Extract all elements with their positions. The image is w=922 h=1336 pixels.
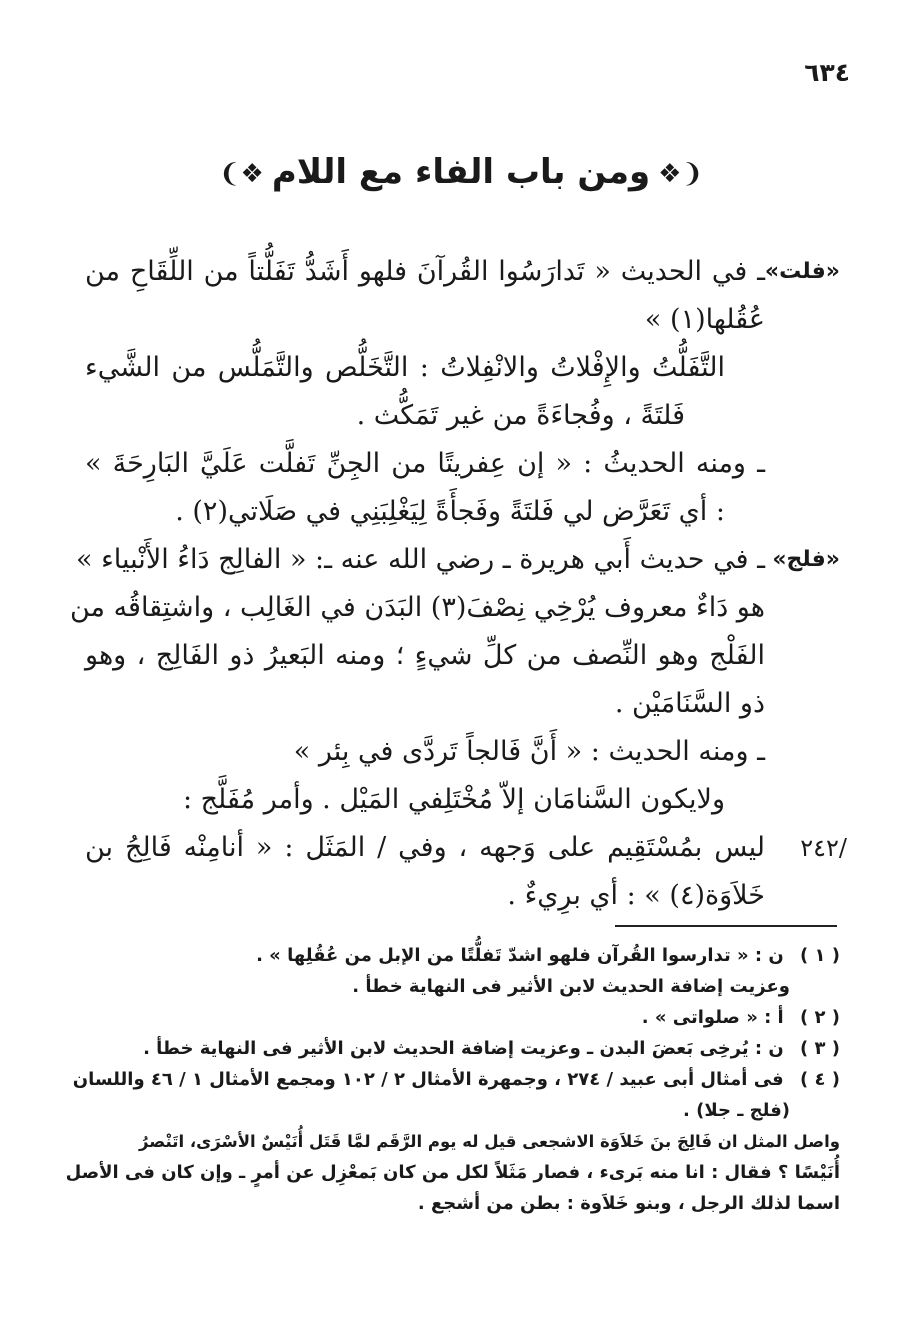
footnote-number: ( ٣ ) [800, 1038, 840, 1059]
footnote-text: (فلج ـ جلا) . [683, 1100, 790, 1121]
footnote-line [95, 971, 840, 1002]
footnote-number: ( ٤ ) [800, 1069, 840, 1090]
text-line-content: ـ ومنه الحديث : « أَنَّ فَالجاً تَردَّى في بِئر » [293, 736, 765, 767]
footnote-text: أُنَيْسًا ؟ فقال : انا منه بَرىء ، فصار مَثَلاً لكل من كان بَمعْزِل عن أمرٍ ـ وإن كان فى الأصل [65, 1162, 840, 1183]
footnote-text: ن : يُرخِى بَعضَ البدن ـ وعزيت إضافة الحديث لابن الأثير فى النهاية خطأ . [143, 1038, 790, 1059]
text-line-content: التَّفَلُّتُ والإِفْلاتُ والانْفِلاتُ : التَّخَلُّص والتَّمَلُّس من الشَّيء [85, 352, 725, 383]
footnote-line [65, 1157, 840, 1188]
text-line-content: ـ في الحديث « تَدارَسُوا القُرآنَ فلهو أَشَدُّ تَفَلُّتاً من اللِّقَاحِ من [85, 256, 765, 287]
footnote-line [95, 1002, 840, 1033]
text-line-content: ذو السَّنَامَيْن . [614, 688, 765, 719]
text-line-content: عُقُلها(١) » [644, 304, 765, 335]
text-line [85, 344, 765, 392]
main-text [69, 248, 847, 920]
footnote-text: أ : « صلواتى » . [641, 1007, 790, 1028]
text-line [75, 536, 840, 584]
ornament-bracket-icon: ❨❖ [658, 158, 704, 189]
text-line [69, 584, 765, 632]
footnote-line [95, 940, 840, 971]
text-line-content: فَلتَةً ، وفُجاءَةً من غير تَمَكُّث . [356, 400, 685, 431]
text-line-content: خَلاَوَة(٤) » : أي برِيءٌ . [507, 880, 765, 911]
headword: «فلج» [772, 547, 840, 572]
page-number: ٦٣٤ [804, 58, 850, 87]
footnote-number: ( ٢ ) [800, 1007, 840, 1028]
footnote-text: اسما لذلك الرجل ، وبنو خَلاَوة : بطن من أشجع . [417, 1193, 840, 1214]
chapter-title-text: ومن باب الفاء مع اللام [271, 152, 651, 192]
text-line-content: ليس بمُسْتَقِيم على وَجهه ، وفي / المَثَل : « أنامِنْه فَالِجُ بن [85, 832, 765, 863]
footnotes [65, 940, 840, 1219]
text-line [85, 296, 765, 344]
margin-reference: ٢٤٢/ [800, 834, 847, 862]
text-line-content: هو دَاءٌ معروف يُرْخِي نِصْفَ(٣) البَدَن في الغَالِب ، واشتِقاقُه من [69, 592, 765, 623]
footnote-number: ( ١ ) [800, 945, 840, 966]
footnote-line [72, 1064, 840, 1095]
text-line [85, 680, 765, 728]
text-line [85, 440, 765, 488]
footnote-text: فى أمثال أبى عبيد / ٢٧٤ ، وجمهرة الأمثال ٢ / ١٠٢ ومجمع الأمثال ١ / ٤٦ واللسان [72, 1069, 790, 1090]
footnote-text: واصل المثل ان فَالِجَ بنَ خَلاَوَة الاشجعى قيل له يوم الرَّقَم لمَّا قَتَل أُنَيْسٌ الأسْرَى، اتَنْصرُ [138, 1132, 840, 1151]
text-line [85, 728, 765, 776]
text-line-content: ـ في حديث أَبي هريرة ـ رضي الله عنه ـ: « الفالِج دَاءُ الأَنْبياء » [75, 544, 765, 575]
text-line [85, 824, 847, 872]
ornament-bracket-icon: ❖❩ [218, 158, 264, 189]
footnote-line [95, 1126, 840, 1157]
text-line-content: ـ ومنه الحديثُ : « إن عِفريتًا من الجِنِّ تَفلَّت عَلَيَّ البَارِحَةَ » [85, 448, 765, 479]
text-line-content: الفَلْج وهو النِّصف من كلِّ شيءٍ ؛ ومنه البَعيرُ ذو الفَالِج ، وهو [85, 640, 765, 671]
headword: «فلت» [764, 259, 840, 284]
chapter-title [60, 152, 862, 192]
text-line-content: ولايكون السَّنامَان إلاّ مُخْتَلِفي المَيْل . وأمر مُفَلَّج : [182, 784, 725, 815]
footnote-text: وعزيت إضافة الحديث لابن الأثير فى النهاية خطأ . [352, 976, 790, 997]
text-line [85, 392, 765, 440]
text-line [85, 872, 765, 920]
text-line [85, 632, 765, 680]
footnote-line [95, 1188, 840, 1219]
footnote-line [95, 1033, 840, 1064]
footnote-line [95, 1095, 840, 1126]
text-line [85, 776, 765, 824]
footnote-divider [615, 925, 837, 927]
text-line [85, 488, 765, 536]
text-line-content: : أي تَعَرَّض لي فَلتَةً وفَجأَةً لِيَغْلِبَنِي في صَلَاتي(٢) . [175, 496, 725, 527]
footnote-text: ن : « تدارسوا القُرآن فلهو اشدّ تَفلُّتًا من الإبل من عُقُلِها » . [256, 945, 790, 966]
text-line [85, 248, 840, 296]
